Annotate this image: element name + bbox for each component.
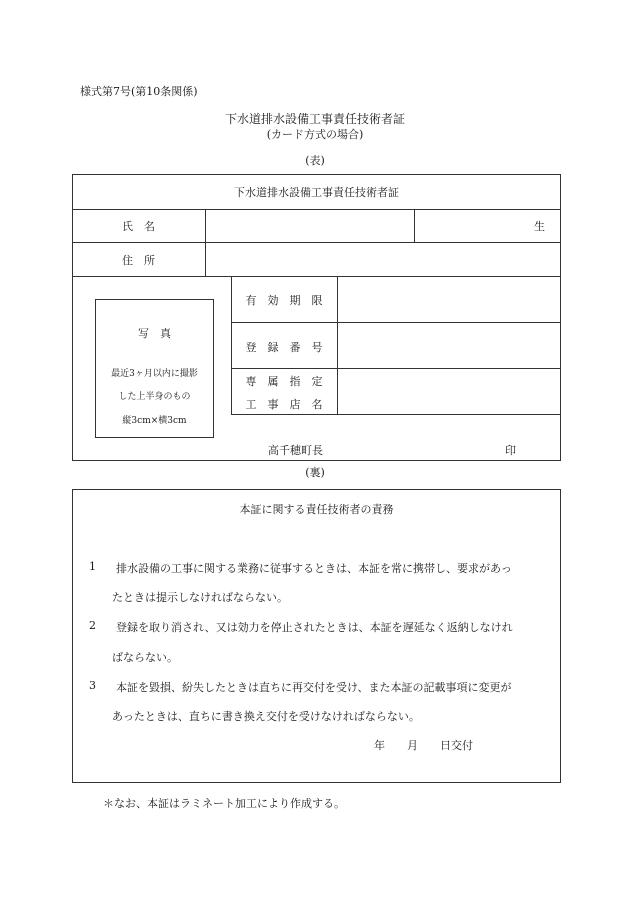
info-row-divider — [231, 322, 561, 323]
address-label: 住 所 — [122, 254, 155, 267]
contractor-label-line1: 専 属 指 定 — [245, 375, 323, 388]
footnote: ＊なお、本証はラミネート加工により作成する。 — [103, 797, 345, 810]
birth-label: 生 — [534, 220, 545, 233]
item-text-line1: 排水設備の工事に関する業務に従事するときは、本証を常に携帯し、要求があっ — [116, 562, 512, 575]
front-side-label: (表) — [305, 154, 325, 167]
back-card — [72, 489, 561, 783]
name-field — [206, 210, 413, 241]
name-label: 氏 名 — [122, 220, 155, 233]
photo-size: 縦3cm×横3cm — [122, 416, 187, 426]
item-number: 3 — [89, 679, 96, 692]
row-divider — [72, 276, 561, 277]
item-text-line2: ばならない。 — [112, 651, 178, 664]
issue-date-line: 年 月 日交付 — [374, 739, 473, 752]
back-heading: 本証に関する責任技術者の責務 — [239, 503, 394, 516]
document-subtitle: (カード方式の場合) — [266, 128, 364, 141]
registration-number-label: 登 録 番 号 — [245, 341, 323, 354]
card-title: 下水道排水設備工事責任技術者証 — [234, 186, 399, 199]
item-text-line1: 本証を毀損、紛失したときは直ちに再交付を受け、また本証の記載事項に変更が — [116, 681, 512, 694]
form-number-label: 様式第7号(第10条関係) — [80, 85, 198, 98]
birth-divider — [414, 209, 415, 242]
info-row-divider — [231, 414, 561, 415]
back-side-label: (裏) — [305, 466, 325, 479]
item-text-line1: 登録を取り消され、又は効力を停止されたときは、本証を遅延なく返納しなけれ — [116, 621, 513, 634]
seal-mark: 印 — [505, 444, 516, 457]
item-text-line2: あったときは、直ちに書き換え交付を受けなければならない。 — [112, 710, 420, 723]
expiry-label: 有 効 期 限 — [245, 294, 323, 307]
address-field — [206, 243, 560, 275]
photo-instruction-2: した上半身のもの — [118, 392, 191, 402]
info-table-mid — [337, 276, 338, 414]
document-title: 下水道排水設備工事責任技術者証 — [224, 112, 405, 126]
info-row-divider — [231, 368, 561, 369]
photo-title: 写 真 — [138, 327, 171, 340]
item-number: 2 — [89, 619, 96, 632]
item-number: 1 — [89, 560, 96, 573]
item-text-line2: たときは提示しなければならない。 — [112, 591, 288, 604]
photo-instruction-1: 最近3ヶ月以内に撮影 — [111, 369, 198, 379]
contractor-label-line2: 工 事 店 名 — [245, 398, 323, 411]
issuer-name: 高千穂町長 — [268, 444, 323, 457]
